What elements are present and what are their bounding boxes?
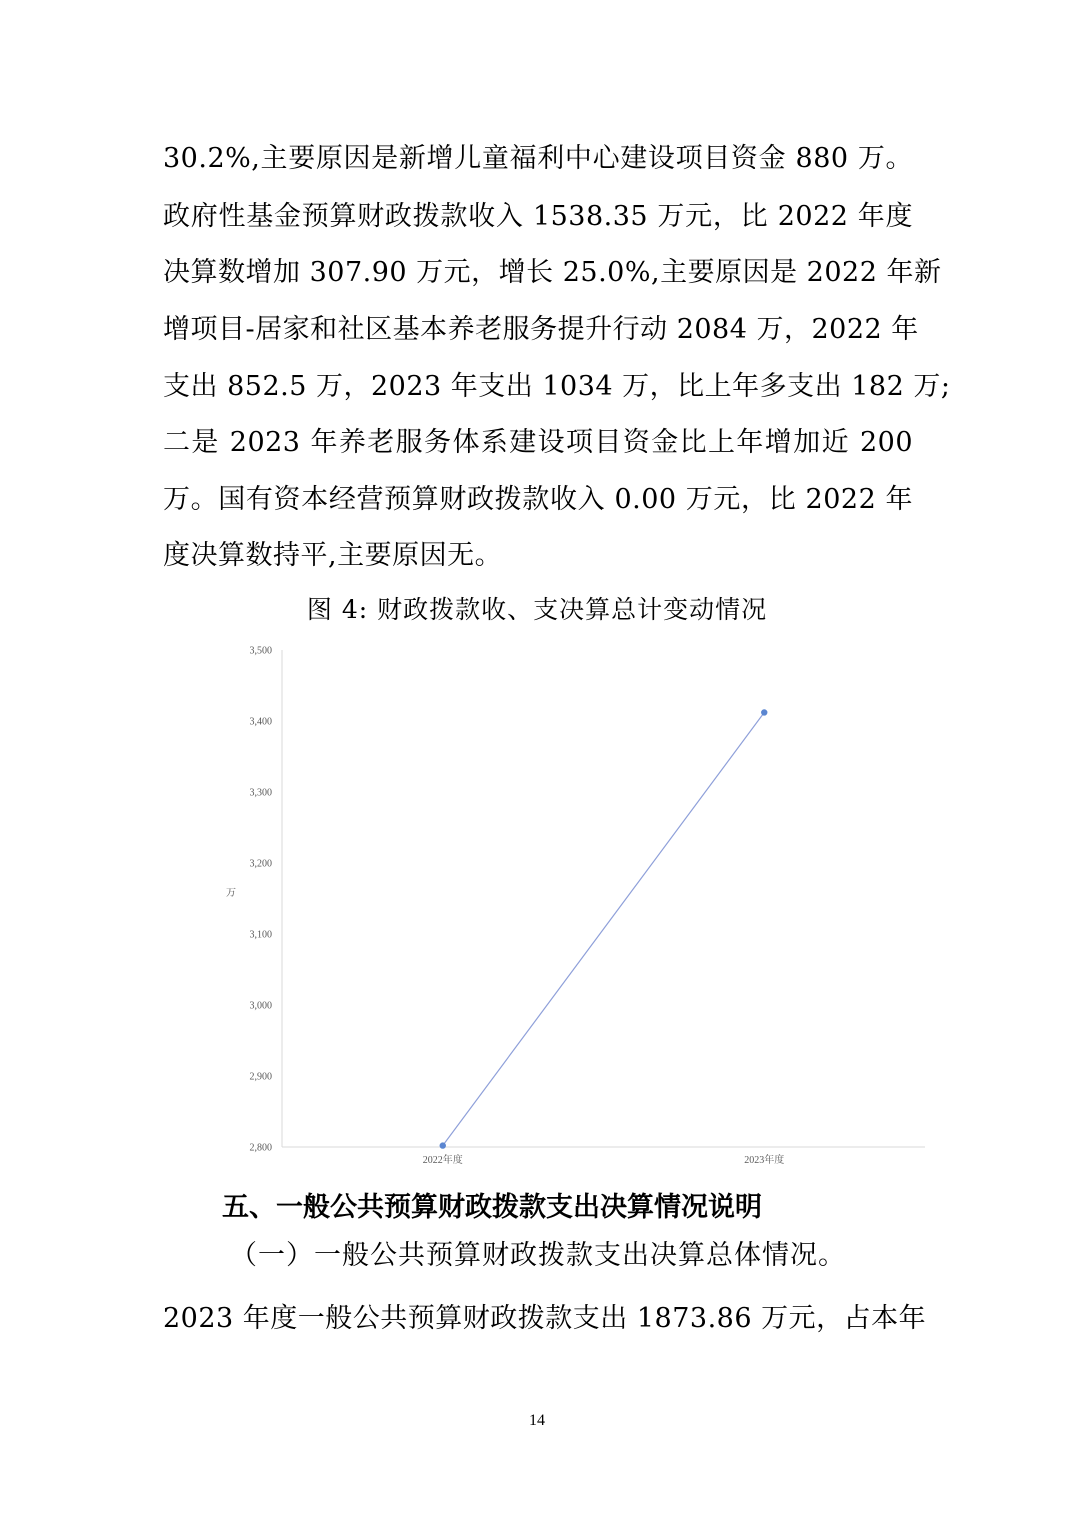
data-point: [761, 709, 767, 715]
paragraph-line: 政府性基金预算财政拨款收入 1538.35 万元，比 2022 年度: [163, 201, 913, 232]
y-tick-label: 3,000: [249, 1000, 272, 1012]
y-tick-label: 2,800: [249, 1142, 272, 1154]
paragraph-line: 2023 年度一般公共预算财政拨款支出 1873.86 万元，占本年: [163, 1303, 927, 1334]
y-tick-label: 3,300: [249, 787, 272, 799]
x-tick-label: 2023年度: [744, 1155, 785, 1166]
paragraph-line: 度决算数持平,主要原因无。: [163, 540, 503, 571]
y-axis-label: 万: [226, 888, 236, 899]
subsection-heading: （一）一般公共预算财政拨款支出决算总体情况。: [230, 1240, 846, 1271]
series-line: [443, 712, 765, 1145]
paragraph-line: 30.2%,主要原因是新增儿童福利中心建设项目资金 880 万。: [163, 143, 913, 174]
paragraph-line: 增项目-居家和社区基本养老服务提升行动 2084 万，2022 年: [163, 314, 919, 345]
paragraph-line: 支出 852.5 万，2023 年支出 1034 万，比上年多支出 182 万;: [163, 371, 951, 402]
figure-caption: 图 4: 财政拨款收、支决算总计变动情况: [306, 595, 768, 624]
x-tick-label: 2022年度: [422, 1155, 463, 1166]
y-tick-label: 3,400: [249, 716, 272, 728]
paragraph-line: 万。国有资本经营预算财政拨款收入 0.00 万元，比 2022 年: [163, 484, 913, 515]
y-tick-label: 2,900: [249, 1071, 272, 1083]
paragraph-line: 决算数增加 307.90 万元，增长 25.0%,主要原因是 2022 年新: [163, 257, 942, 288]
y-tick-label: 3,200: [249, 858, 272, 870]
y-tick-label: 3,100: [249, 929, 272, 941]
page-number: 14: [529, 1412, 545, 1429]
data-point: [440, 1142, 446, 1148]
section-heading: 五、一般公共预算财政拨款支出决算情况说明: [222, 1192, 762, 1223]
paragraph-line: 二是 2023 年养老服务体系建设项目资金比上年增加近 200: [163, 427, 913, 458]
y-tick-label: 3,500: [249, 645, 272, 657]
